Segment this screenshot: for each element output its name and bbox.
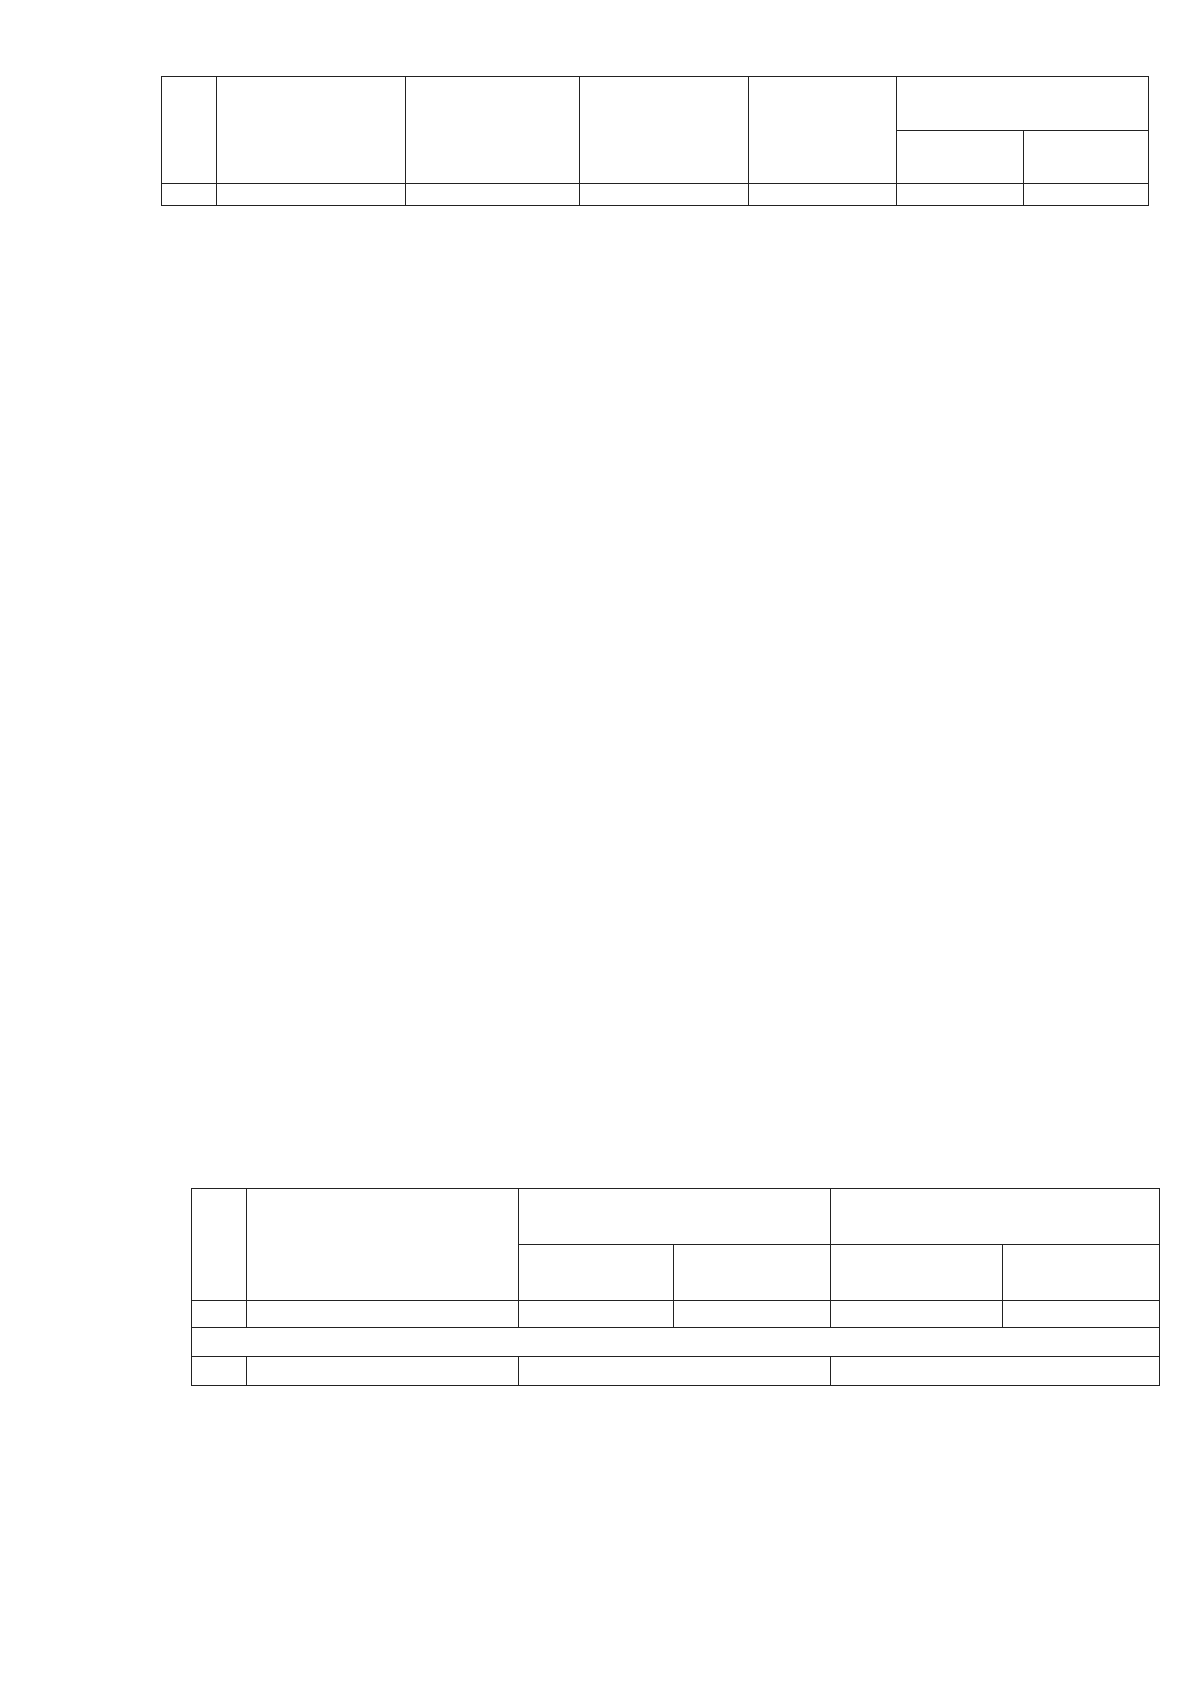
col-number-2 <box>247 1301 519 1328</box>
header-organization <box>247 1189 519 1301</box>
col-number-6 <box>897 184 1024 206</box>
col-number-5 <box>831 1301 1003 1328</box>
header-number <box>162 77 217 184</box>
header-tariff-type <box>406 77 580 184</box>
header-steam-high <box>1024 131 1149 184</box>
col-number-5 <box>749 184 897 206</box>
col-number-2 <box>217 184 406 206</box>
header-water <box>749 77 897 184</box>
year-header <box>192 1328 1160 1357</box>
header-elec-h1 <box>831 1245 1003 1301</box>
organization-name <box>247 1357 519 1386</box>
electricity-value <box>831 1357 1160 1386</box>
header-steam-low <box>897 131 1024 184</box>
header-fuel-h1 <box>519 1245 674 1301</box>
col-number-1 <box>192 1301 247 1328</box>
fuel-value <box>519 1357 831 1386</box>
col-number-3 <box>406 184 580 206</box>
col-number-3 <box>519 1301 674 1328</box>
col-number-1 <box>162 184 217 206</box>
col-number-6 <box>1003 1301 1160 1328</box>
header-fuel-h2 <box>674 1245 831 1301</box>
header-year <box>580 77 749 184</box>
header-electricity <box>831 1189 1160 1245</box>
header-fuel <box>519 1189 831 1245</box>
col-number-4 <box>580 184 749 206</box>
col-number-4 <box>674 1301 831 1328</box>
cost-table <box>191 1188 1160 1386</box>
row-number <box>192 1357 247 1386</box>
header-steam <box>897 77 1149 131</box>
col-number-7 <box>1024 184 1149 206</box>
header-elec-h2 <box>1003 1245 1160 1301</box>
header-organization <box>217 77 406 184</box>
header-number <box>192 1189 247 1301</box>
tariff-table <box>161 76 1149 206</box>
